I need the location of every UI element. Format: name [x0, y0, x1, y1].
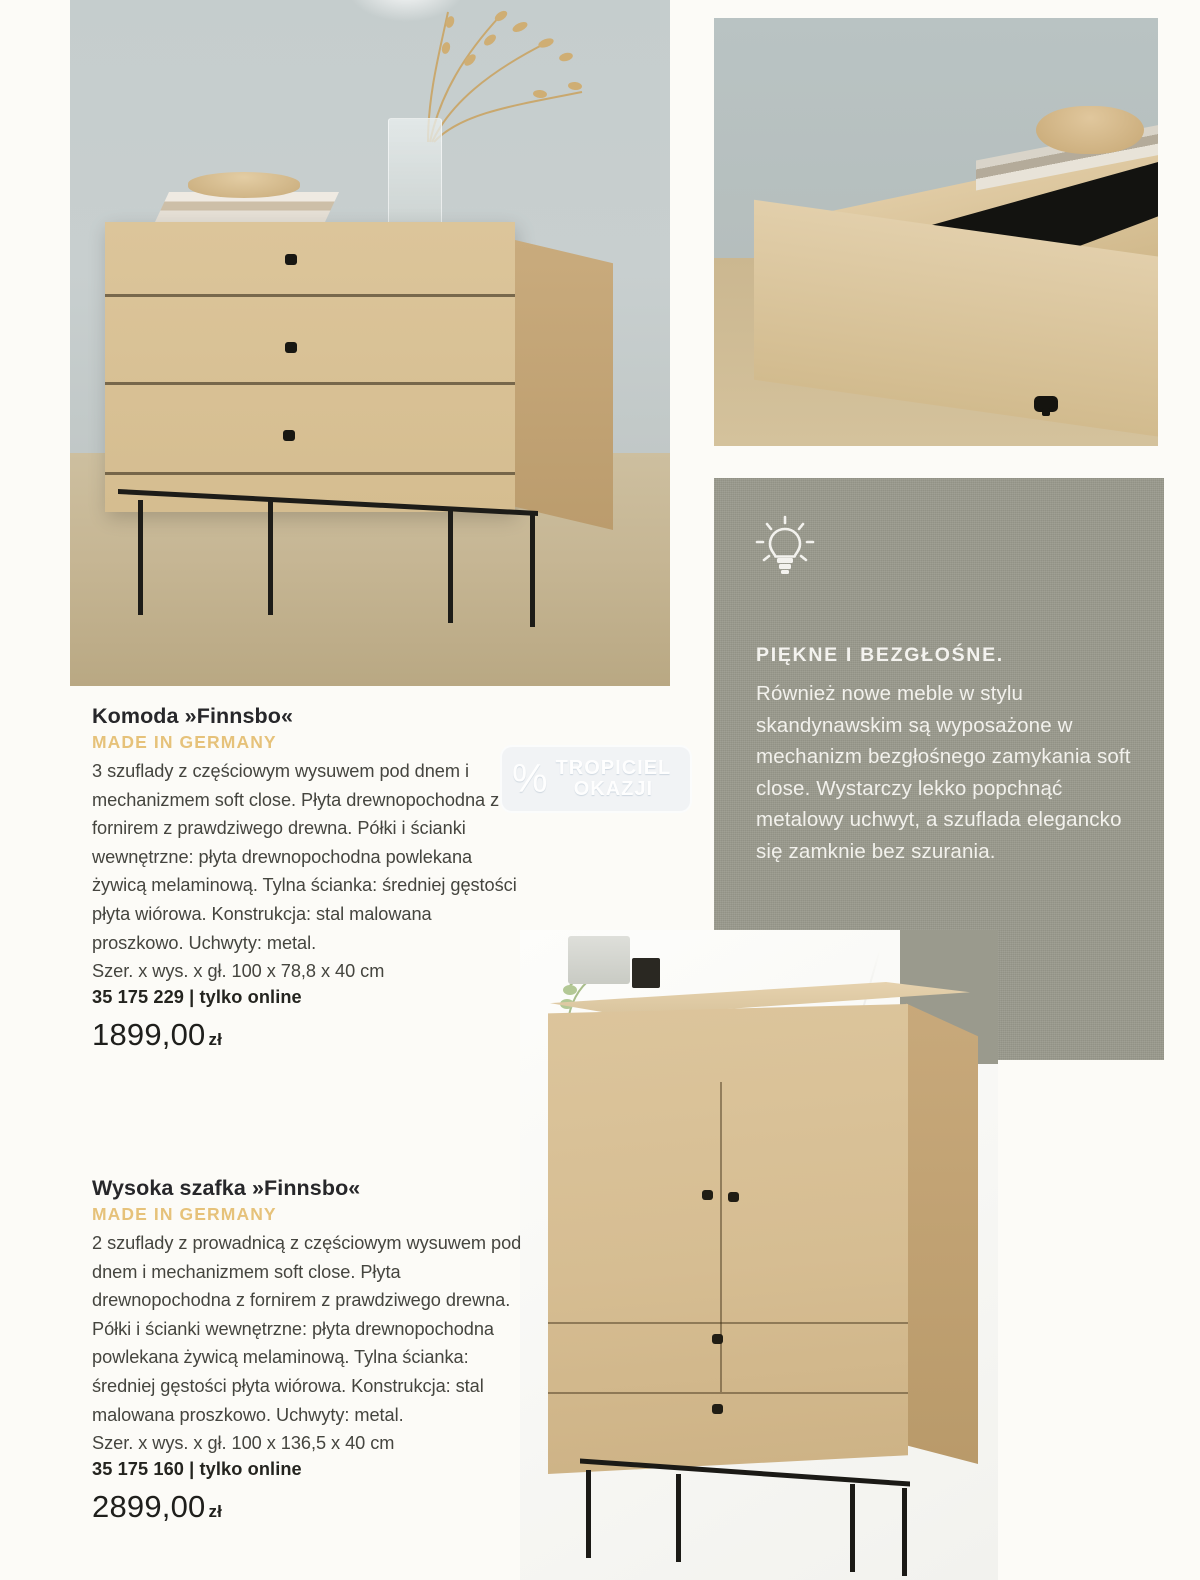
price-value: 1899,00: [92, 1016, 206, 1052]
drawer-knob: [285, 254, 297, 265]
leg: [268, 500, 273, 615]
product-title: Komoda »Finnsbo«: [92, 704, 294, 728]
cabinet-metal-legs: [580, 1470, 910, 1562]
product-description: 2 szuflady z prowadnicą z częściowym wysuwem pod dnem i mechanizmem soft close. Płyta drewnopochodna z fornirem z prawdziwego drewna. Półki i ścianki wewnętrzne: płyta drewnopochodna powlekana żywicą melaminową. Tylna ścianka: średniej gęstości płyta wiórowa. Konstrukcja: stal malowana proszkowo. Uchwyty: metal.: [92, 1233, 522, 1425]
small-decor-box: [632, 958, 660, 988]
article-number: 35 175 160 | tylko online: [92, 1458, 302, 1479]
product-price: [92, 1489, 522, 1525]
drawer-divider: [105, 294, 515, 297]
glass-vase: [388, 118, 442, 228]
percent-icon: %: [512, 757, 548, 801]
leg: [586, 1470, 591, 1558]
plant-pot: [568, 936, 630, 984]
product-block-wysoka-szafka: [92, 1176, 522, 1525]
product-title: Wysoka szafka »Finnsbo«: [92, 1176, 361, 1200]
detail-product-photo: [714, 18, 1158, 446]
drawer-knob: [283, 430, 295, 441]
product-description: 3 szuflady z częściowym wysuwem pod dnem i mechanizmem soft close. Płyta drewnopochodna z fornirem z prawdziwego drewna. Półki i ścianki wewnętrzne: płyta drewnopochodna powlekana żywicą melaminową. Tylna ścianka: średniej gęstości płyta wiórowa. Konstrukcja: stal malowana proszkowo. Uchwyty: metal.: [92, 761, 517, 953]
wooden-bowl: [188, 172, 300, 198]
metal-legs: [118, 500, 538, 618]
leg: [530, 512, 535, 627]
price-value: 2899,00: [92, 1488, 206, 1524]
door-knob: [702, 1190, 713, 1200]
drawer-divider: [105, 472, 515, 475]
drawer-divider: [548, 1322, 908, 1324]
detail-bowl: [1036, 106, 1144, 154]
product-block-komoda: [92, 704, 522, 1053]
product-dimensions: Szer. x wys. x gł. 100 x 78,8 x 40 cm: [92, 961, 385, 982]
leg: [902, 1488, 907, 1576]
drawer-knob: [285, 342, 297, 353]
watermark-line-1: TROPICIEL: [555, 756, 672, 779]
lightbulb-icon: [754, 514, 816, 583]
watermark-logo: [500, 745, 692, 813]
tip-body: Również nowe meble w stylu skandynawskim są wyposażone w mechanizm bezgłośnego zamykania soft close. Wystarczy lekko popchnąć metalowy uchwyt, a szuflada elegancko się zamknie bez szurania.: [756, 682, 1131, 863]
drawer-divider: [105, 382, 515, 385]
dresser-body: [105, 222, 515, 512]
made-in-germany-label: MADE IN GERMANY: [92, 1204, 277, 1224]
hero-product-photo: [70, 0, 670, 686]
product-dimensions: Szer. x wys. x gł. 100 x 136,5 x 40 cm: [92, 1433, 395, 1454]
made-in-germany-label: MADE IN GERMANY: [92, 732, 277, 752]
price-currency: zł: [208, 1501, 223, 1521]
tip-title: PIĘKNE I BEZGŁOŚNE.: [756, 644, 1004, 666]
watermark-text: [556, 758, 672, 800]
leg: [850, 1484, 855, 1572]
cabinet-side-panel: [906, 994, 978, 1464]
price-currency: zł: [208, 1029, 223, 1049]
door-knob: [728, 1192, 739, 1202]
cabinet-product-photo: [520, 930, 998, 1580]
drawer-knob: [712, 1334, 723, 1344]
cabinet-body: [548, 1004, 908, 1474]
leg: [448, 508, 453, 623]
dresser-side-panel: [515, 240, 613, 530]
product-price: [92, 1017, 522, 1053]
watermark-line-2: OKAZJI: [573, 778, 654, 800]
door-split: [720, 1082, 722, 1392]
article-number: 35 175 229 | tylko online: [92, 986, 302, 1007]
drawer-divider: [548, 1392, 908, 1394]
metal-handle: [1034, 396, 1058, 412]
drawer-knob: [712, 1404, 723, 1414]
leg: [138, 500, 143, 615]
leg: [676, 1474, 681, 1562]
